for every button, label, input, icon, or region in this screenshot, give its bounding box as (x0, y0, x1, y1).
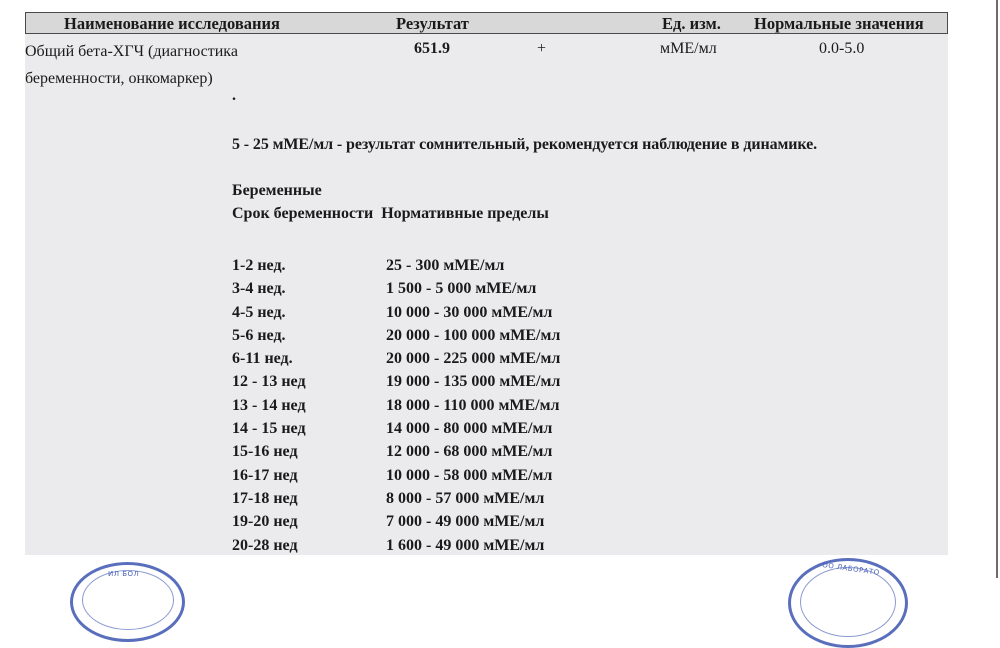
norm-week: 3-4 нед. (232, 280, 286, 298)
norm-week: 6-11 нед. (232, 350, 293, 368)
table-header (25, 12, 948, 34)
test-normal-range: 0.0-5.0 (819, 40, 865, 57)
norm-week: 13 - 14 нед (232, 396, 306, 414)
header-result: Результат (396, 14, 469, 33)
norm-range: 19 000 - 135 000 мМЕ/мл (386, 373, 561, 391)
norm-range: 1 600 - 49 000 мМЕ/мл (386, 536, 545, 554)
interpretation-note: 5 - 25 мМЕ/мл - результат сомнительный, рекомендуется наблюдение в динамике. (232, 136, 818, 153)
norm-week: 17-18 нед (232, 489, 298, 507)
norm-week: 15-16 нед (232, 443, 298, 461)
norm-range: 7 000 - 49 000 мМЕ/мл (386, 513, 545, 531)
pregnancy-table-header (232, 205, 549, 223)
header-normal-values: Нормальные значения (754, 14, 924, 33)
norm-range: 14 000 - 80 000 мМЕ/мл (386, 420, 553, 438)
norm-week: 19-20 нед (232, 513, 298, 531)
test-result: 651.9 (414, 40, 450, 57)
norm-range: 20 000 - 100 000 мМЕ/мл (386, 326, 561, 344)
header-test-name: Наименование исследования (64, 14, 280, 33)
pregnancy-section-title: Беременные (232, 182, 322, 199)
dot-marker: . (232, 87, 236, 104)
norm-week: 4-5 нед. (232, 303, 286, 321)
norm-range: 10 000 - 58 000 мМЕ/мл (386, 466, 553, 484)
norm-range: 12 000 - 68 000 мМЕ/мл (386, 443, 553, 461)
stamp-right-text: ОО ЛАБОРАТО (821, 561, 881, 577)
result-flag: + (537, 40, 547, 57)
norm-week: 5-6 нед. (232, 326, 286, 344)
stamp-left-text: ИЛ БОЛ (108, 570, 140, 578)
norm-week: 14 - 15 нед (232, 420, 306, 438)
column-week: Срок беременности (232, 205, 374, 222)
norm-week: 20-28 нед (232, 536, 298, 554)
norm-range: 25 - 300 мМЕ/мл (386, 257, 505, 274)
norm-week: 16-17 нед (232, 466, 298, 484)
norm-week: 12 - 13 нед (232, 373, 306, 391)
norm-range: 10 000 - 30 000 мМЕ/мл (386, 303, 553, 321)
column-range: Нормативные пределы (381, 205, 549, 222)
norm-range: 1 500 - 5 000 мМЕ/мл (386, 280, 537, 298)
page-edge-divider (996, 0, 998, 578)
header-unit: Ед. изм. (662, 14, 721, 33)
norm-week: 1-2 нед. (232, 257, 286, 274)
test-name: Общий бета-ХГЧ (диагностика беременности, онкомаркер) (25, 43, 238, 87)
stamp-left-inner-ring (82, 570, 174, 630)
norm-range: 18 000 - 110 000 мМЕ/мл (386, 396, 560, 414)
test-unit: мМЕ/мл (660, 40, 717, 57)
norm-range: 20 000 - 225 000 мМЕ/мл (386, 350, 561, 368)
norm-range: 8 000 - 57 000 мМЕ/мл (386, 489, 545, 507)
